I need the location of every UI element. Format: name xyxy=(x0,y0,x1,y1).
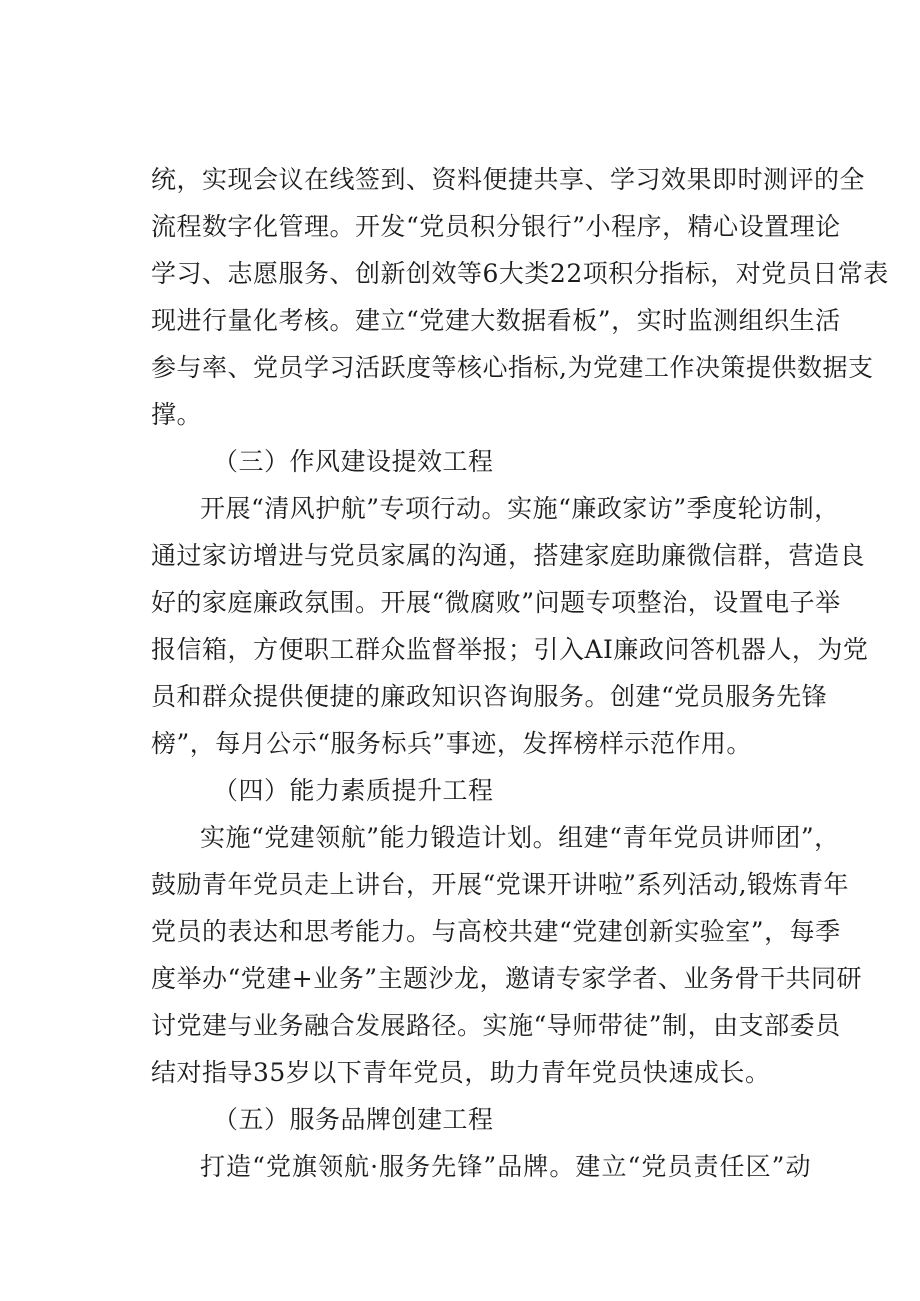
text-line: 流程数字化管理。开发“党员积分银行”小程序，精心设置理论 xyxy=(151,212,841,241)
text-line: 学习、志愿服务、创新创效等6大类22项积分指标，对党员日常表 xyxy=(151,259,889,288)
text-line: 榜”，每月公示“服务标兵”事迹，发挥榜样示范作用。 xyxy=(151,729,752,758)
text-line: 通过家访增进与党员家属的沟通，搭建家庭助廉微信群，营造良 xyxy=(151,541,866,570)
text-line: 统，实现会议在线签到、资料便捷共享、学习效果即时测评的全 xyxy=(151,165,866,194)
text-line: 打造“党旗领航·服务先锋”品牌。建立“党员责任区”动 xyxy=(200,1152,811,1181)
text-line: 参与率、党员学习活跃度等核心指标,为党建工作决策提供数据支 xyxy=(151,353,874,382)
text-line: 实施“党建领航”能力锻造计划。组建“青年党员讲师团”， xyxy=(200,823,840,852)
text-line: 撑。 xyxy=(151,400,203,429)
section-heading: （四）能力素质提升工程 xyxy=(213,776,494,805)
section-heading: （五）服务品牌创建工程 xyxy=(213,1105,494,1134)
text-line: 鼓励青年党员走上讲台，开展“党课开讲啦”系列活动,锻炼青年 xyxy=(151,870,850,899)
text-line: 员和群众提供便捷的廉政知识咨询服务。创建“党员服务先锋 xyxy=(151,682,828,711)
text-line: 现进行量化考核。建立“党建大数据看板”，实时监测组织生活 xyxy=(151,306,841,335)
text-line: 结对指导35岁以下青年党员，助力青年党员快速成长。 xyxy=(151,1058,771,1087)
text-line: 报信箱，方便职工群众监督举报；引入AI廉政问答机器人，为党 xyxy=(151,635,869,664)
text-line: 党员的表达和思考能力。与高校共建“党建创新实验室”，每季 xyxy=(151,917,841,946)
text-line: 开展“清风护航”专项行动。实施“廉政家访”季度轮访制， xyxy=(200,494,840,523)
section-heading: （三）作风建设提效工程 xyxy=(213,447,494,476)
text-line: 度举办“党建+业务”主题沙龙，邀请专家学者、业务骨干共同研 xyxy=(151,964,863,993)
text-line: 好的家庭廉政氛围。开展“微腐败”问题专项整治，设置电子举 xyxy=(151,588,841,617)
text-line: 讨党建与业务融合发展路径。实施“导师带徒”制，由支部委员 xyxy=(151,1011,841,1040)
